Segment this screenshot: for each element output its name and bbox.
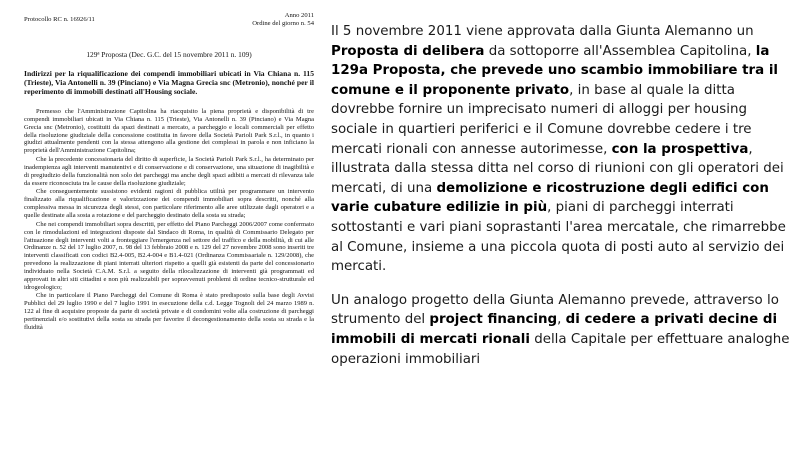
emphasis-text: demolizione e ricostruzione degli edifici con varie cubature edilizie in più <box>331 180 769 216</box>
slide-paragraph-1 <box>331 22 793 277</box>
emphasis-text: di cedere a privati decine di immobili di mercati rionali <box>331 312 778 347</box>
emphasis-text: project financing <box>429 312 558 328</box>
document-paragraph: Che in particolare il Piano Parcheggi del Comune di Roma è stato predisposto sulla base degli Avvisi Pubblici del 29 luglio 1990 e del 7 luglio 1991 in esecuzione della c.d. Legge Tognoli del 24 marzo 1989 n. 122 al fine di acquisire proposte da parte di società private e di condomini volte alla costruzione di parcheggi pertinenziali e/o sostitutivi della sosta su strada per favorire il decongestionamento della sosta su strada e la fluidità <box>24 292 314 331</box>
emphasis-text: Proposta di delibera <box>331 43 485 59</box>
text-run: , <box>557 312 566 328</box>
document-paragraph: Premesso che l'Amministrazione Capitolina ha riacquisito la piena proprietà e disponibilità di tre compendi immobiliari ubicati in Via Chiana n. 115 (Trieste), Via Antonelli n. 39 (Pinciano) e Via Magna Grecia snc (Metronio), costituiti da spazi destinati a mercato, a parcheggio e locali commerciali per effetto della risoluzione giudiziale della concessione costituita in favore della Società Parioli Park S.r.l., in quanto i giudizi attualmente pendenti con la stessa attengono alla gestione dei complessi in parola e non inficiano la proprietà dell'Amministrazione Capitolina; <box>24 108 314 155</box>
document-paragraph: Che nei compendi immobiliari sopra descritti, per effetto del Piano Parcheggi 2006/2007 come confermato con le rimodulazioni ed integrazioni disposte dal Sindaco di Roma, in qualità di Commissario Delegato per l'attuazione degli interventi volti a fronteggiare l'emergenza nel settore del traffico e della mobilità, di cui alle Ordinanze n. 52 del 17 luglio 2007, n. 98 del 13 febbraio 2008 e n. 129 del 27 novembre 2008 sono inseriti tre interventi classificati con codici B2.4-005, B2.4-004 e B1.4-021 (Ordinanza Commissariale n. 129/2008), che prevedono la realizzazione di piani interrati ulteriori rispetto a quelli già esistenti da parte del concessionario individuato nella Società C.A.M. S.r.l. a seguito della rilocalizzazione di interventi già programmati ed approvati in altri siti cittadini e non più realizzabili per sopravvenuti problemi di ordine tecnico-strutturale ed idrogeologico; <box>24 220 314 291</box>
emphasis-text: la 129a Proposta, che prevede uno scambio immobiliare tra il comune e il proponente privato <box>331 43 779 98</box>
text-run: , illustrata dalla stessa ditta nel corso di riunioni con gli operatori dei mercati, di una <box>331 141 784 196</box>
document-year: Anno 2011 <box>284 12 314 19</box>
document-paragraph: Che la precedente concessionaria del diritto di superficie, la Società Parioli Park S.r.l., ha determinato per inadempienza agli interventi manutentivi e di conservazione e di conservazione, una situazione di inagibilità e di pregiudizio della funzionalità non solo dei parcheggi ma anche degli spazi adibiti a mercati di rilevanza tale da essere riconosciuta tra le cause della risoluzione giudiziale; <box>24 156 314 187</box>
text-run: Il 5 novembre 2011 viene approvata dalla Giunta Alemanno un <box>331 24 754 39</box>
text-run: , in base al quale la ditta dovrebbe fornire un imprecisato numeri di alloggi per housing sociale in quartieri periferici e il Comune dovrebbe cedere i tre mercati rionali con annesse autorimesse, <box>331 82 752 157</box>
document-header <box>24 12 314 38</box>
header-right <box>252 12 314 28</box>
agenda-number: Ordine del giorno n. 54 <box>252 20 314 27</box>
text-run: , piani di parcheggi interrati sottostanti e vari piani soprastanti l'area mercatale, che rimarrebbe al Comune, insieme a una piccola quota di posti auto al servizio dei mercati. <box>331 200 786 275</box>
proposal-title: 129ª Proposta (Dec. G.C. del 15 novembre 2011 n. 109) <box>86 50 252 59</box>
slide-text <box>331 22 793 383</box>
document-body <box>24 108 314 332</box>
protocol-number: Protocollo RC n. 16926/11 <box>24 16 95 23</box>
document-page <box>24 12 314 333</box>
emphasis-text: con la prospettiva <box>611 141 749 157</box>
proposal-subject: Indirizzi per la riqualificazione dei compendi immobiliari ubicati in Via Chiana n. 115 (Trieste), Via Antonelli n. 39 (Pinciano) e Via Magna Grecia snc (Metronio), nonché per il reperimento di immobili destinati all'Housing sociale. <box>24 69 314 96</box>
text-run: della Capitale per effettuare analoghe operazioni immobiliari <box>331 331 790 367</box>
document-paragraph: Che conseguentemente sussistono evidenti ragioni di pubblica utilità per programmare un intervento finalizzato alla riqualificazione e valorizzazione dei compendi immobiliari sopra descritti, nonché alla complessiva messa in sicurezza degli stessi, con particolare riferimento alle aree utilizzate dagli operatori e a quelle destinate alla sosta a rotazione e del parcheggio destinato della sosta su strada; <box>24 188 314 219</box>
text-run: da sottoporre all'Assemblea Capitolina, <box>484 43 756 59</box>
text-run: Un analogo progetto della Giunta Alemanno prevede, attraverso lo strumento del <box>331 292 779 328</box>
document-scan <box>0 0 320 454</box>
slide-paragraph-2 <box>331 291 793 369</box>
